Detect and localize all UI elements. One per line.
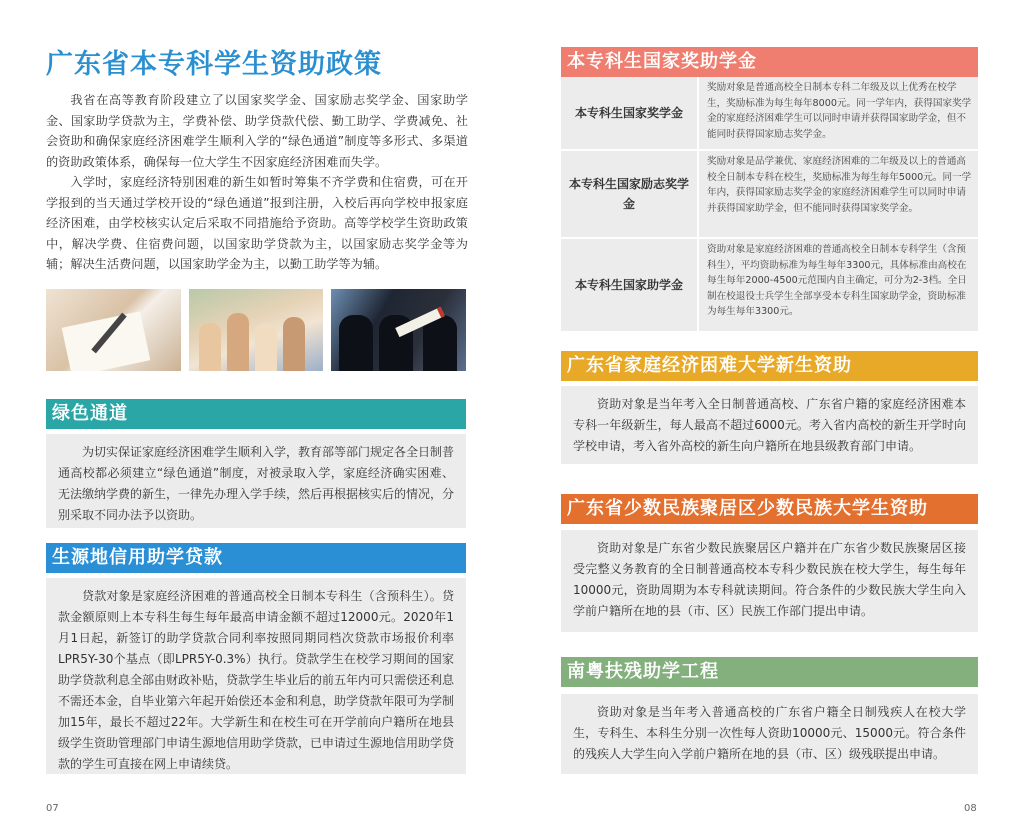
table-row [561, 77, 978, 151]
row-label: 本专科生国家助学金 [561, 239, 699, 331]
row-text: 奖励对象是品学兼优、家庭经济困难的二年级及以上的普通高校全日制本专科在校生，奖励标准为每生每年5000元。同一学年内，获得国家励志奖学金的家庭经济困难学生可以同时申请并获得国家助学金，但不能同时获得国家奖学金。 [707, 156, 972, 214]
page-number-left: 07 [46, 803, 59, 814]
green-channel-heading: 绿色通道 [46, 399, 466, 429]
row-label: 本专科生国家励志奖学金 [561, 151, 699, 237]
row-text: 资助对象是家庭经济困难的普通高校全日制本专科学生（含预科生），平均资助标准为每生每年3300元，具体标准由高校在每生每年2000-4500元范围内自主确定，可分为2-3档。全日制在校退役士兵学生全部享受本专科生国家助学金，资助标准为每生每年3300元。 [707, 244, 967, 317]
intro-paragraph-1: 我省在高等教育阶段建立了以国家奖学金、国家励志奖学金、国家助学金、国家助学贷款为主，学费补偿、助学贷款代偿、勤工助学、学费减免、社会资助和确保家庭经济困难学生顺利入学的“绿色通道”制度等多形式、多渠道的资助政策体系，确保每一位大学生不因家庭经济困难而失学。 [46, 93, 468, 169]
minority-aid-heading: 广东省少数民族聚居区少数民族大学生资助 [561, 494, 978, 524]
page-title: 广东省本专科学生资助政策 [46, 49, 382, 80]
green-channel-box [46, 434, 466, 528]
freshman-aid-box [561, 386, 978, 464]
student-loan-box [46, 578, 466, 774]
freshman-aid-text: 资助对象是当年考入全日制普通高校、广东省户籍的家庭经济困难本专科一年级新生，每人最高不超过6000元。考入省内高校的新生开学时向学校申请，考入省外高校的新生向户籍所在地县级教育部门申请。 [573, 397, 966, 453]
table-row [561, 239, 978, 333]
intro-text [46, 90, 468, 275]
student-loan-text: 贷款对象是家庭经济困难的普通高校全日制本专科生（含预科生）。贷款金额原则上本专科生每生每年最高申请金额不超过12000元。2020年1月1日起，新签订的助学贷款合同利率按照同期同档次贷款市场报价利率LPR5Y-30个基点（即LPR5Y-0.3%）执行。贷款学生在校学习期间的国家助学贷款利息全部由财政补贴，贷款学生毕业后的前五年内可只需偿还利息不需还本金，自毕业第六年起开始偿还本金和利息，助学贷款年限可为学制加15年，最长不超过22年。大学新生和在校生可在开学前向户籍所在地县级学生资助管理部门申请生源地信用助学贷款，已申请过生源地信用助学贷款的学生可直接在网上申请续贷。 [58, 589, 455, 771]
national-grants-heading: 本专科生国家奖助学金 [561, 47, 978, 77]
row-label: 本专科生国家奖学金 [561, 77, 699, 149]
writing-photo [46, 289, 181, 371]
students-photo [189, 289, 324, 371]
graduation-photo [331, 289, 466, 371]
student-loan-heading: 生源地信用助学贷款 [46, 543, 466, 573]
minority-aid-box [561, 530, 978, 632]
table-row [561, 151, 978, 239]
page-number-right: 08 [964, 803, 977, 814]
disability-aid-text: 资助对象是当年考入普通高校的广东省户籍全日制残疾人在校大学生，专科生、本科生分别一次性每人资助10000元、15000元。符合条件的残疾人大学生向入学前户籍所在地的县（市、区）级残联提出申请。 [573, 705, 966, 761]
freshman-aid-heading: 广东省家庭经济困难大学新生资助 [561, 351, 978, 381]
minority-aid-text: 资助对象是广东省少数民族聚居区户籍并在广东省少数民族聚居区接受完整义务教育的全日制普通高校本专科少数民族在校大学生，每生每年10000元，资助周期为本专科就读期间。符合条件的少数民族大学生向入学前户籍所在地的县（市、区）民族工作部门提出申请。 [573, 541, 966, 618]
green-channel-text: 为切实保证家庭经济困难学生顺利入学，教育部等部门规定各全日制普通高校都必须建立“绿色通道”制度，对被录取入学，家庭经济确实困难、无法缴纳学费的新生，一律先办理入学手续，然后再根据核实后的情况，分别采取不同办法予以资助。 [58, 445, 455, 522]
national-grants-table [561, 77, 978, 333]
intro-paragraph-2: 入学时，家庭经济特别困难的新生如暂时筹集不齐学费和住宿费，可在开学报到的当天通过学校开设的“绿色通道”报到注册，入校后再向学校申报家庭经济困难，由学校核实认定后采取不同措施给予资助。高等学校学生资助政策中，解决学费、住宿费问题，以国家助学贷款为主，以国家励志奖学金等为辅；解决生活费问题，以国家助学金为主，以勤工助学等为辅。 [46, 175, 468, 271]
disability-aid-heading: 南粤扶残助学工程 [561, 657, 978, 687]
disability-aid-box [561, 694, 978, 774]
row-text: 奖励对象是普通高校全日制本专科二年级及以上优秀在校学生，奖励标准为每生每年8000元。同一学年内，获得国家奖学金的家庭经济困难学生可以同时申请并获得国家助学金，但不能同时获得国家励志奖学金。 [707, 82, 972, 140]
photo-strip [46, 289, 466, 371]
